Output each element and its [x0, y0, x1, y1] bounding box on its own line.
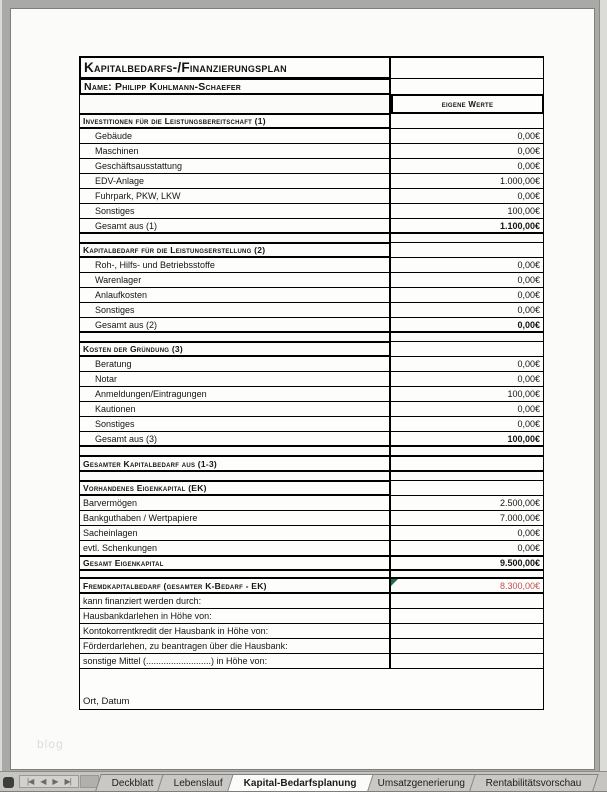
table-row-item	[79, 188, 544, 204]
table-row-total	[79, 317, 544, 333]
row-value[interactable]: 7.000,00€	[391, 510, 544, 526]
row-value[interactable]: 100,00€	[391, 431, 544, 447]
row-value[interactable]: 0,00€	[391, 401, 544, 417]
table-row-section_value	[79, 455, 544, 472]
row-value[interactable]: 0,00€	[391, 272, 544, 288]
table-row-item	[79, 386, 544, 402]
row-value[interactable]: 0,00€	[391, 188, 544, 204]
row-value[interactable]	[391, 242, 544, 258]
row-label[interactable]: Maschinen	[79, 143, 391, 159]
row-value[interactable]: 1.100,00€	[391, 218, 544, 234]
row-label[interactable]: Warenlager	[79, 272, 391, 288]
sheet-tab-label: Deckblatt	[111, 778, 154, 789]
row-value[interactable]	[391, 455, 544, 472]
row-value[interactable]: 0,00€	[391, 143, 544, 159]
row-value[interactable]: 0,00€	[391, 356, 544, 372]
table-row-total	[79, 431, 544, 447]
row-label[interactable]: Anmeldungen/Eintragungen	[79, 386, 391, 402]
row-value[interactable]: 0,00€	[391, 257, 544, 273]
row-value[interactable]	[391, 78, 544, 95]
table-row-item	[79, 287, 544, 303]
row-value[interactable]	[391, 623, 544, 639]
window-left-edge	[0, 0, 2, 771]
finance-plan-table	[79, 56, 544, 710]
row-label[interactable]: Anlaufkosten	[79, 287, 391, 303]
row-label[interactable]: Fremdkapitalbedarf (gesamter K-Bedarf - EK)	[79, 577, 391, 594]
row-value[interactable]: 0,00€	[391, 287, 544, 303]
row-label[interactable]: evtl. Schenkungen	[79, 540, 391, 556]
table-row-item	[79, 416, 544, 432]
row-value[interactable]	[391, 593, 544, 609]
table-row-colheader	[79, 94, 544, 114]
row-label[interactable]: Notar	[79, 371, 391, 387]
table-row-item	[79, 272, 544, 288]
table-row-section	[79, 480, 544, 496]
table-row-item	[79, 540, 544, 556]
row-value[interactable]: 100,00€	[391, 386, 544, 402]
table-row-item	[79, 203, 544, 219]
row-value[interactable]: 0,00€	[391, 525, 544, 541]
sheet-tab-label: Rentabilitätsvorschau	[486, 778, 582, 789]
table-row-item	[79, 510, 544, 526]
row-label[interactable]: Gesamt aus (3)	[79, 431, 391, 447]
table-row-section	[79, 242, 544, 258]
row-label[interactable]: Bankguthaben / Wertpapiere	[79, 510, 391, 526]
sheet-tab-label: Kapital-Bedarfsplanung	[244, 778, 357, 789]
row-label[interactable]: Gesamter Kapitalbedarf aus (1-3)	[79, 455, 391, 472]
table-row-item	[79, 128, 544, 144]
row-label[interactable]: Name: Philipp Kuhlmann-Schaefer	[79, 78, 391, 95]
table-row-total_caps	[79, 555, 544, 571]
row-label[interactable]: Beratung	[79, 356, 391, 372]
row-label[interactable]: EDV-Anlage	[79, 173, 391, 189]
nav-first-sheet-button[interactable]: |◀	[27, 776, 34, 786]
row-label[interactable]: Sacheinlagen	[79, 525, 391, 541]
row-label[interactable]: Kautionen	[79, 401, 391, 417]
row-label[interactable]: Investitionen für die Leistungsbereitschaft (1)	[79, 113, 391, 129]
row-label[interactable]: Kontokorrentkredit der Hausbank in Höhe von:	[79, 623, 391, 639]
table-row-bigbox	[79, 677, 544, 710]
table-row-item	[79, 525, 544, 541]
row-value[interactable]: 0,00€	[391, 317, 544, 333]
row-label[interactable]: Sonstiges	[79, 416, 391, 432]
row-value[interactable]	[391, 341, 544, 357]
table-row-total	[79, 218, 544, 234]
value-column-header[interactable]: eigene Werte	[391, 94, 544, 114]
row-value[interactable]	[391, 113, 544, 129]
sheet-tab-label: Lebenslauf	[174, 778, 224, 789]
row-value[interactable]: 0,00€	[391, 128, 544, 144]
sheet-tab-bar	[0, 771, 607, 792]
cell-error-marker-icon	[391, 579, 398, 586]
signature-cell[interactable]: Ort, Datum	[79, 677, 544, 710]
row-value[interactable]	[391, 480, 544, 496]
sheet-tab-umsatzgenerierung[interactable]	[361, 774, 482, 791]
sheet-tabs	[105, 772, 596, 791]
table-row-item	[79, 495, 544, 511]
table-row-text	[79, 653, 544, 669]
row-value[interactable]: 0,00€	[391, 371, 544, 387]
row-label[interactable]: Hausbankdarlehen in Höhe von:	[79, 608, 391, 624]
app-corner-icon	[3, 777, 14, 788]
row-label[interactable]: Gesamt aus (2)	[79, 317, 391, 333]
row-label[interactable]: Geschäftsausstattung	[79, 158, 391, 174]
table-row-item	[79, 143, 544, 159]
table-row-section	[79, 341, 544, 357]
table-row-item	[79, 257, 544, 273]
sheet-tab-rentabilitätsvorschau[interactable]	[470, 774, 599, 791]
row-label[interactable]: Kapitalbedarf für die Leistungserstellung (2)	[79, 242, 391, 258]
row-value[interactable]: 0,00€	[391, 416, 544, 432]
row-label[interactable]: Gesamt Eigenkapital	[79, 555, 391, 571]
window-right-edge	[599, 0, 607, 771]
row-label[interactable]: kann finanziert werden durch:	[79, 593, 391, 609]
table-row-item	[79, 401, 544, 417]
nav-prev-sheet-button[interactable]: ◀	[40, 776, 46, 786]
row-value[interactable]: 0,00€	[391, 158, 544, 174]
table-row-item	[79, 371, 544, 387]
sheet-tab-label: Umsatzgenerierung	[377, 778, 466, 789]
table-row-section	[79, 113, 544, 129]
row-label[interactable]: Gebäude	[79, 128, 391, 144]
row-label[interactable]: Kosten der Gründung (3)	[79, 341, 391, 357]
table-row-text	[79, 593, 544, 609]
row-value[interactable]: 9.500,00€	[391, 555, 544, 571]
table-row-text	[79, 608, 544, 624]
row-value[interactable]	[391, 56, 544, 79]
row-value[interactable]	[391, 653, 544, 669]
table-row-text	[79, 623, 544, 639]
row-label[interactable]: Sonstiges	[79, 203, 391, 219]
row-label[interactable]: Förderdarlehen, zu beantragen über die Hausbank:	[79, 638, 391, 654]
sheet-tab-kapital-bedarfsplanung[interactable]	[228, 774, 374, 791]
row-value[interactable]: 1.000,00€	[391, 173, 544, 189]
row-label[interactable]: Kapitalbedarfs-/Finanzierungsplan	[79, 56, 391, 79]
spreadsheet-page	[10, 8, 595, 770]
row-value[interactable]	[391, 608, 544, 624]
nav-last-sheet-button[interactable]: ▶|	[64, 776, 71, 786]
table-row-item	[79, 158, 544, 174]
nav-next-sheet-button[interactable]: ▶	[52, 776, 58, 786]
table-row-item	[79, 302, 544, 318]
row-value[interactable]: 0,00€	[391, 540, 544, 556]
row-value[interactable]: 0,00€	[391, 302, 544, 318]
table-row-section_value	[79, 577, 544, 594]
row-label[interactable]: Vorhandenes Eigenkapital (EK)	[79, 480, 391, 496]
row-label[interactable]: Fuhrpark, PKW, LKW	[79, 188, 391, 204]
row-value[interactable]: 8.300,00€	[391, 577, 544, 594]
row-label[interactable]: sonstige Mittel (..........................) in Höhe von:	[79, 653, 391, 669]
row-value[interactable]: 2.500,00€	[391, 495, 544, 511]
table-row-title	[79, 56, 544, 79]
row-label[interactable]: Gesamt aus (1)	[79, 218, 391, 234]
table-row-text	[79, 638, 544, 654]
row-label[interactable]	[79, 94, 391, 114]
row-label[interactable]: Sonstiges	[79, 302, 391, 318]
table-row-name	[79, 78, 544, 95]
row-label[interactable]: Barvermögen	[79, 495, 391, 511]
row-value[interactable]: 100,00€	[391, 203, 544, 219]
table-row-item	[79, 356, 544, 372]
row-value[interactable]	[391, 638, 544, 654]
row-label[interactable]: Roh-, Hilfs- und Betriebsstoffe	[79, 257, 391, 273]
sheet-nav-panel	[19, 775, 79, 788]
watermark-text: blog	[37, 737, 64, 751]
table-row-item	[79, 173, 544, 189]
